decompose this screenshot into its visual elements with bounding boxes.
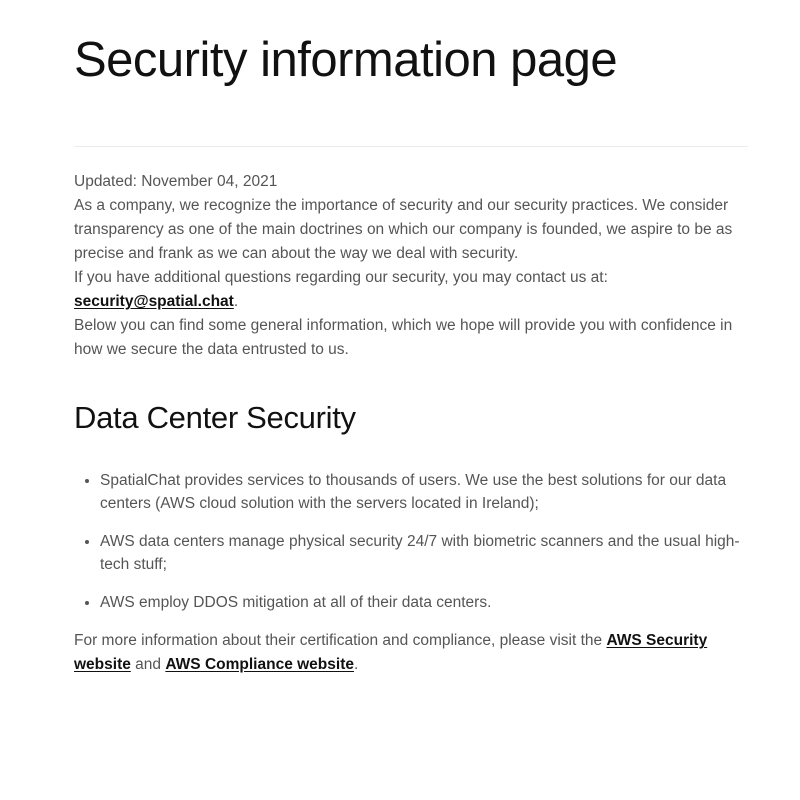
contact-period: . [233,293,239,310]
compliance-period: . [353,656,359,673]
data-center-list [74,469,748,614]
contact-text: If you have additional questions regarding our security, you may contact us at: [74,269,608,286]
aws-compliance-link[interactable]: AWS Compliance website [165,656,354,673]
page-title: Security information page [74,33,618,87]
list-item: • AWS data centers manage physical security 24/7 with biometric scanners and the usual high-tech stuff; [100,530,748,576]
updated-date: Updated: November 04, 2021 [74,173,278,190]
aws-security-link[interactable]: AWS Security website [74,632,708,673]
compliance-and: and [130,656,166,673]
security-email-link[interactable]: security@spatial.chat [74,293,234,310]
general-info-paragraph: Below you can find some general information, which we hope will provide you with confidence in how we secure the data entrusted to us. [74,317,733,358]
intro-paragraph: As a company, we recognize the importance of security and our security practices. We consider transparency as one of the main doctrines on which our company is founded, we aspire to be as precise and frank as we can about the way we deal with security. [74,197,733,262]
data-center-heading: Data Center Security [74,400,356,435]
list-item: • SpatialChat provides services to thousands of users. We use the best solutions for our data centers (AWS cloud solution with the servers located in Ireland); [100,469,748,515]
compliance-text: For more information about their certification and compliance, please visit the [74,632,607,649]
divider [74,146,748,147]
compliance-paragraph [74,629,748,677]
list-item: • AWS employ DDOS mitigation at all of their data centers. [100,591,748,614]
contact-paragraph [74,266,748,314]
